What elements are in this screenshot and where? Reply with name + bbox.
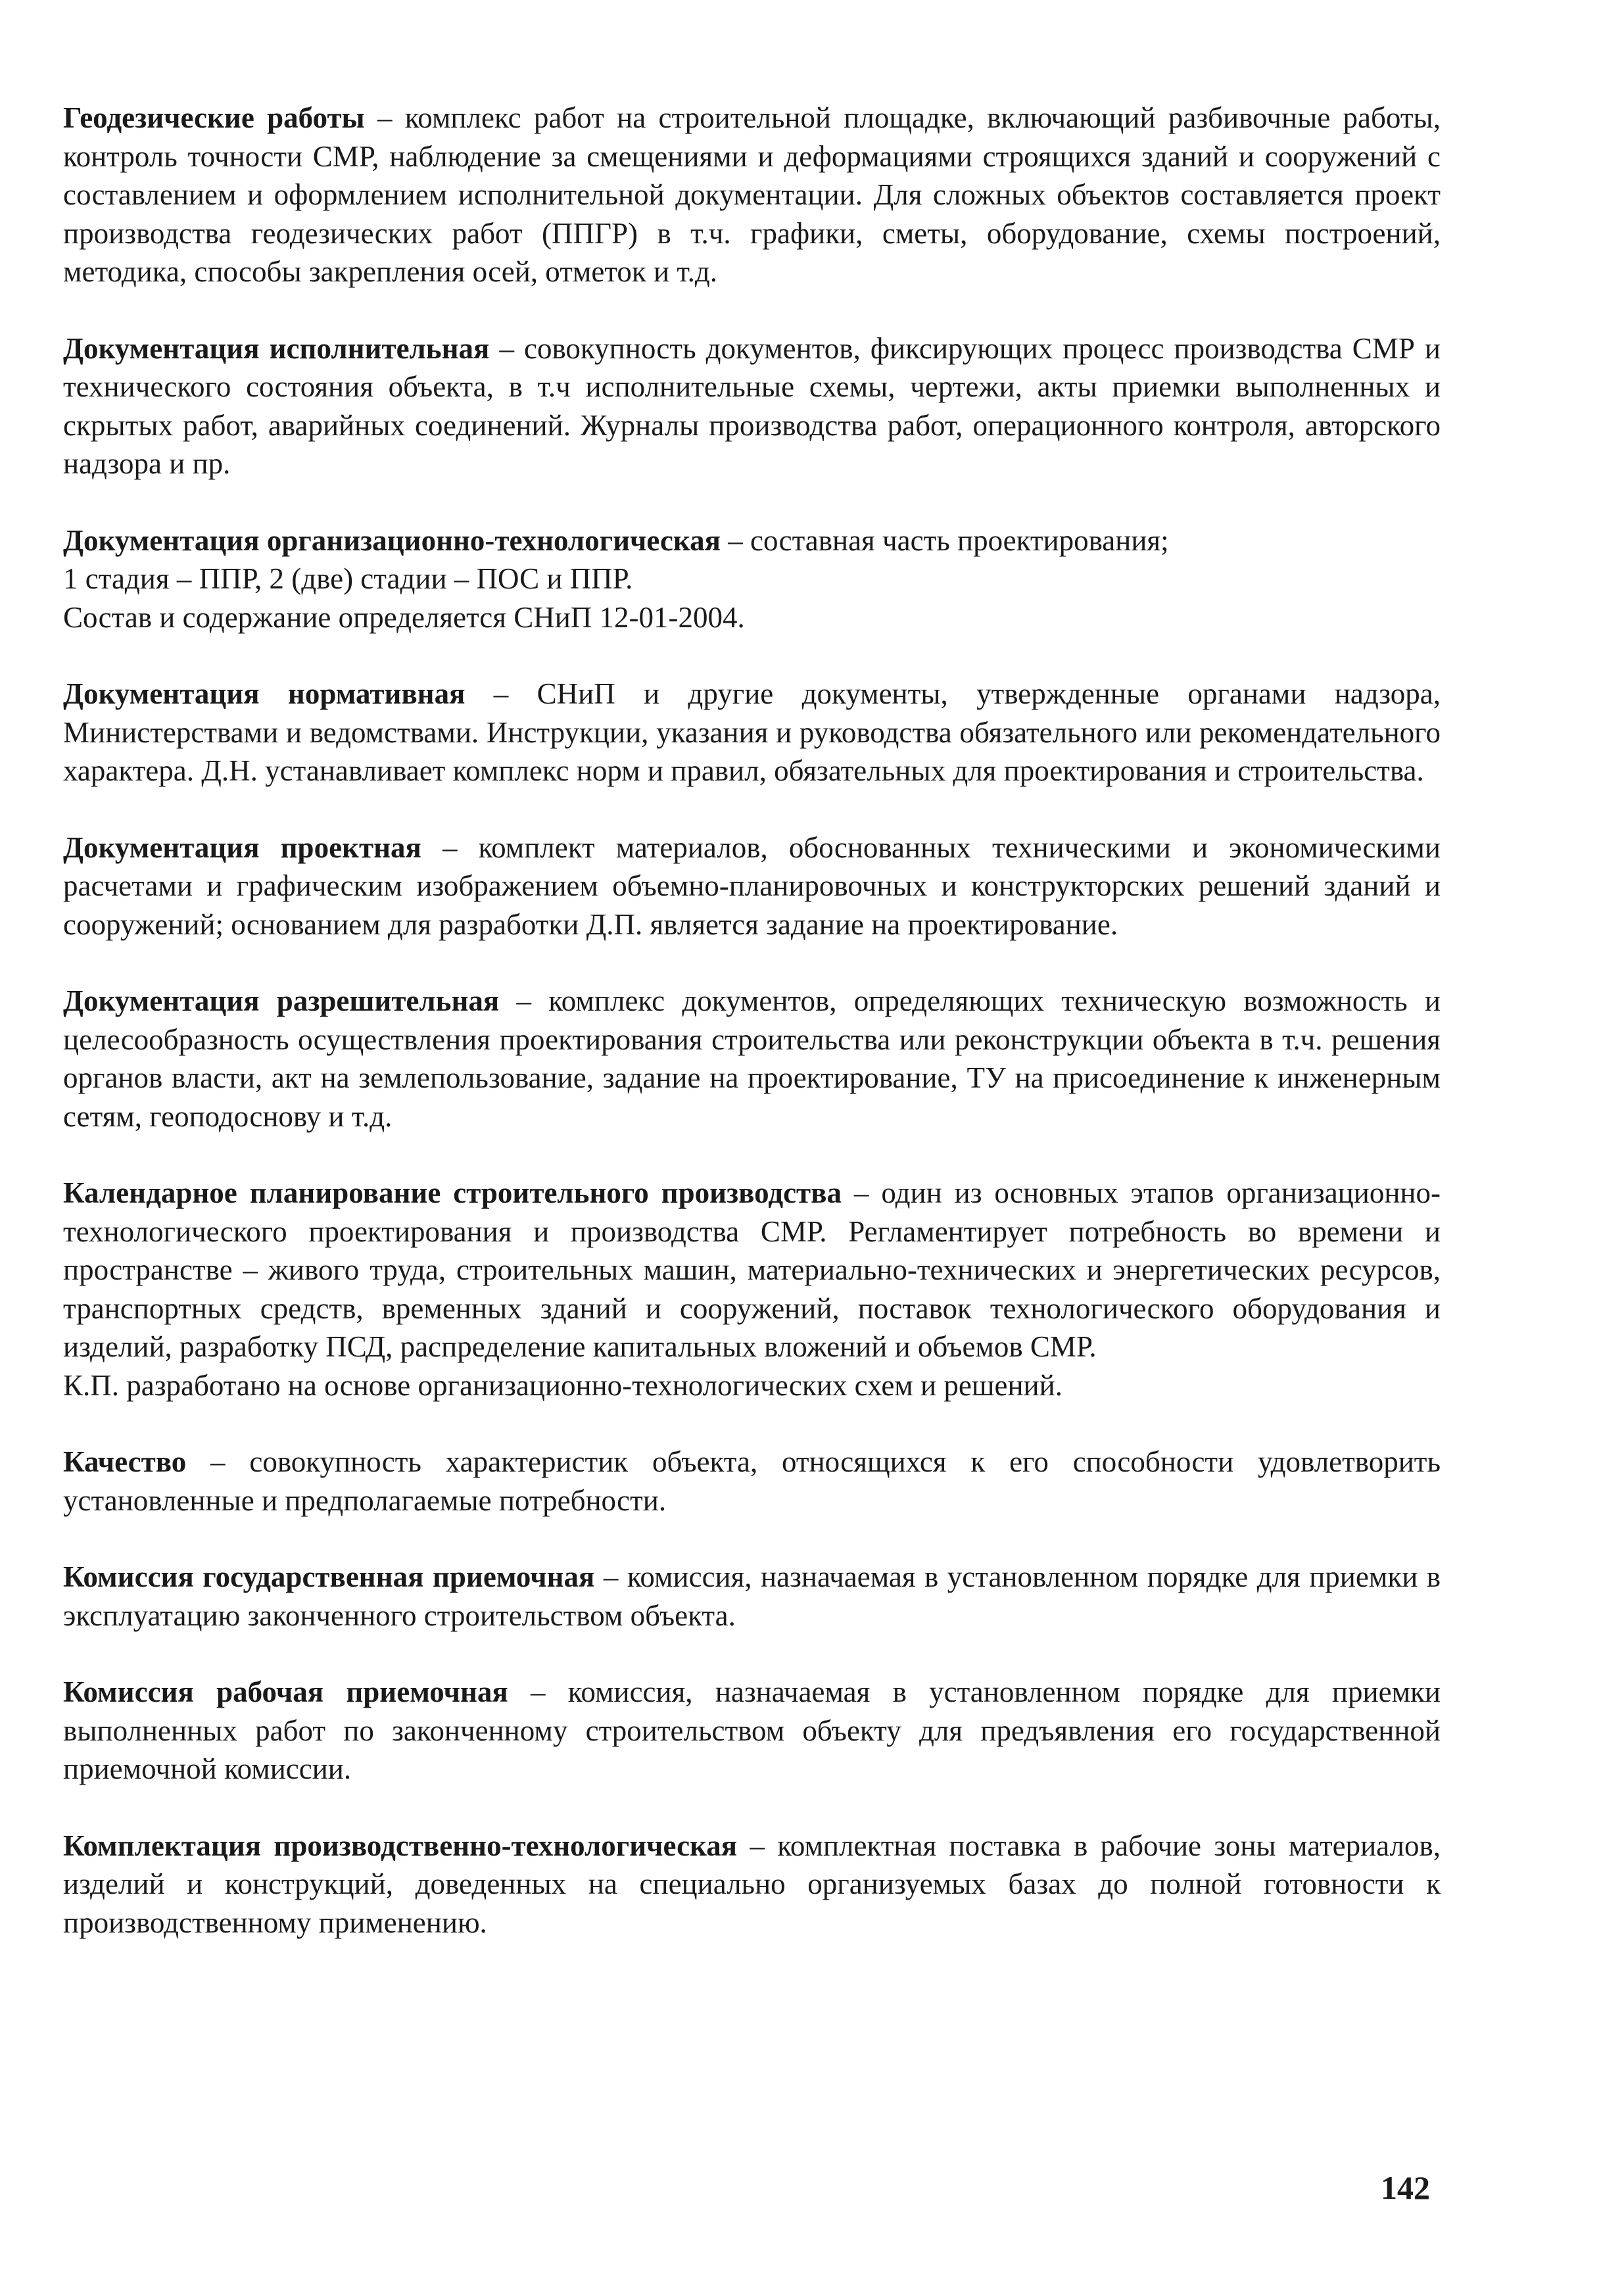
page-number: 142 xyxy=(1381,2169,1430,2206)
term-state-acceptance-commission: Комиссия государственная приемочная xyxy=(63,1560,595,1593)
definition-state-acceptance-commission: – комиссия, назначаемая в установленном порядке для приемки в эксплуатацию законченного строительством объекта. xyxy=(63,1560,1441,1632)
term-working-acceptance-commission: Комиссия рабочая приемочная xyxy=(63,1675,508,1708)
glossary-entry-executive-documentation xyxy=(63,329,1441,483)
glossary-entry-quality xyxy=(63,1443,1441,1520)
definition-permit-documentation: – комплекс документов, определяющих техническую возможность и целесообразность осуществления проектирования строительства или реконструкции объекта в т.ч. решения органов власти, акт на землепользование, задание на проектирование, ТУ на присоединение к инженерным сетям, геоподоснову и т.д. xyxy=(63,984,1441,1133)
glossary-entry-geodetic-works xyxy=(63,99,1441,291)
glossary-entry-working-acceptance-commission xyxy=(63,1673,1441,1789)
definition-geodetic-works: – комплекс работ на строительной площадке, включающий разбивочные работы, контроль точности СМР, наблюдение за смещениями и деформациями строящихся зданий и сооружений с составлением и оформлением исполнительной документации. Для сложных объектов составляется проект производства геодезических работ (ППГР) в т.ч. графики, сметы, оборудование, схемы построений, методика, способы закрепления осей, отметок и т.д. xyxy=(63,101,1441,288)
definition-executive-documentation: – совокупность документов, фиксирующих процесс производства СМР и технического состояния объекта, в т.ч исполнительные схемы, чертежи, акты приемки выполненных и скрытых работ, аварийных соединений. Журналы производства работ, операционного контроля, авторского надзора и пр. xyxy=(63,331,1441,480)
definition-working-acceptance-commission: – комиссия, назначаемая в установленном порядке для приемки выполненных работ по законченному строительством объекту для предъявления его государственной приемочной комиссии. xyxy=(63,1675,1441,1785)
glossary-entry-state-acceptance-commission xyxy=(63,1558,1441,1635)
term-quality: Качество xyxy=(63,1445,187,1478)
definition-design-documentation: – комплект материалов, обоснованных техническими и экономическими расчетами и графическим изображением объемно-планировочных и конструкторских решений зданий и сооружений; основанием для разработки Д.П. является задание на проектирование. xyxy=(63,830,1441,941)
extra-line-calendar-planning: К.П. разработано на основе организационно-технологических схем и решений. xyxy=(63,1368,1063,1402)
term-production-technological-completion: Комплектация производственно-технологическая xyxy=(63,1829,738,1862)
definition-calendar-planning: – один из основных этапов организационно-технологического проектирования и производства СМР. Регламентирует потребность во времени и пространстве – живого труда, строительных машин, материально-технических и энергетических ресурсов, транспортных средств, временных зданий и сооружений, поставок технологического оборудования и изделий, разработку ПСД, распределение капитальных вложений и объемов СМР. xyxy=(63,1176,1441,1363)
glossary-entry-production-technological-completion xyxy=(63,1827,1441,1942)
extra-line-composition: Состав и содержание определяется СНиП 12-01-2004. xyxy=(63,600,745,634)
extra-line-stages: 1 стадия – ППР, 2 (две) стадии – ПОС и ППР. xyxy=(63,562,633,595)
term-normative-documentation: Документация нормативная xyxy=(63,677,466,710)
term-calendar-planning: Календарное планирование строительного производства xyxy=(63,1176,842,1209)
term-permit-documentation: Документация разрешительная xyxy=(63,984,500,1017)
term-executive-documentation: Документация исполнительная xyxy=(63,331,490,365)
definition-production-technological-completion: – комплектная поставка в рабочие зоны материалов, изделий и конструкций, доведенных на специально организуемых базах до полной готовности к производственному применению. xyxy=(63,1829,1441,1939)
definition-normative-documentation: – СНиП и другие документы, утвержденные органами надзора, Министерствами и ведомствами. Инструкции, указания и руководства обязательного или рекомендательного характера. Д.Н. устанавливает комплекс норм и правил, обязательных для проектирования и строительства. xyxy=(63,677,1441,787)
glossary-entry-normative-documentation xyxy=(63,675,1441,790)
glossary-entry-calendar-planning xyxy=(63,1174,1441,1405)
glossary-entry-permit-documentation xyxy=(63,982,1441,1136)
glossary-entry-design-documentation xyxy=(63,828,1441,944)
term-design-documentation: Документация проектная xyxy=(63,830,421,864)
glossary-entry-organizational-technological-documentation xyxy=(63,521,1441,637)
term-organizational-technological-documentation: Документация организационно-технологическая xyxy=(63,523,721,557)
definition-quality: – совокупность характеристик объекта, относящихся к его способности удовлетворить установленные и предполагаемые потребности. xyxy=(63,1445,1441,1517)
definition-organizational-technological-documentation: – составная часть проектирования; xyxy=(721,523,1169,557)
glossary-page xyxy=(63,99,1441,1980)
term-geodetic-works: Геодезические работы xyxy=(63,101,365,134)
